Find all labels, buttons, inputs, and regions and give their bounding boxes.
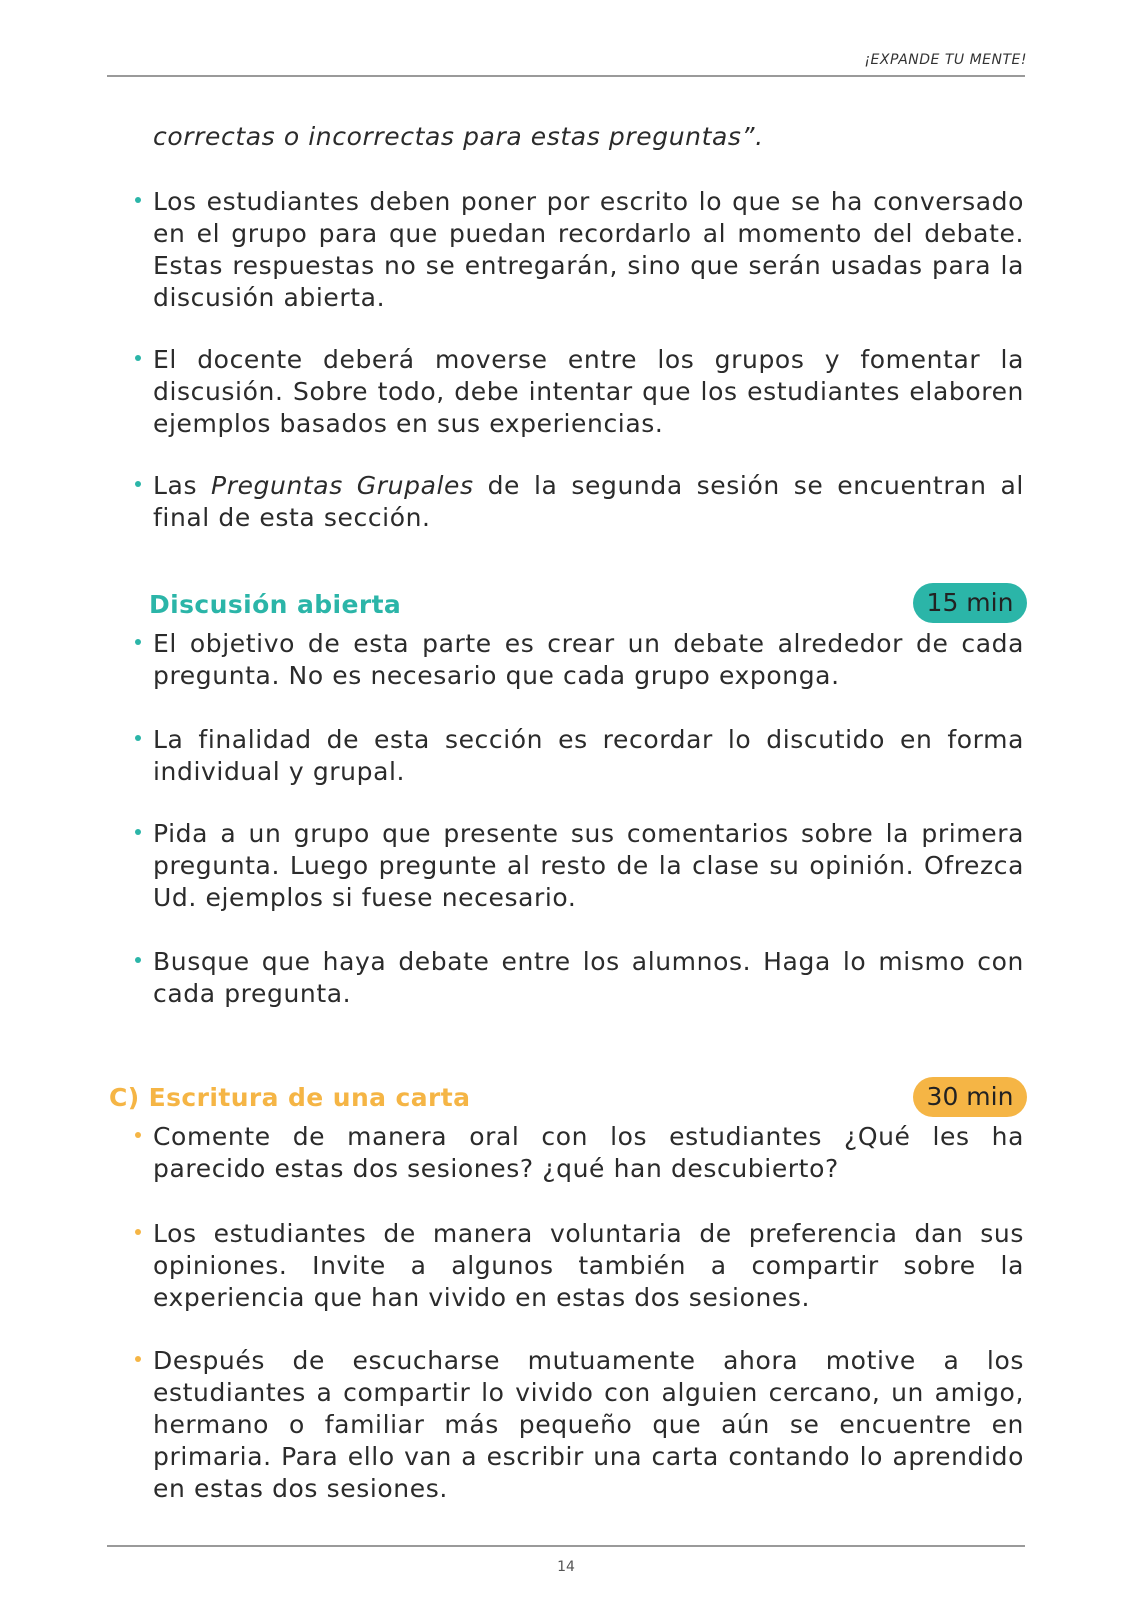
bullet-dot-icon [135, 481, 145, 491]
list-item-text: Las [153, 471, 212, 500]
section-title-discussion: Discusión abierta [149, 590, 402, 619]
footer-rule [107, 1545, 1025, 1547]
running-header: ¡EXPANDE TU MENTE! [864, 52, 1027, 68]
list-item: Los estudiantes deben poner por escrito lo que se ha conversado en el grupo para que puedan recordarlo al momento del debate. Estas respuestas no se entregarán, sino que serán usadas para la discusión abierta. [153, 187, 1024, 312]
list-item: Pida a un grupo que presente sus comentarios sobre la primera pregunta. Luego pregunte al resto de la clase su opinión. Ofrezca Ud. ejemplos si fuese necesario. [153, 819, 1024, 912]
list-item-italic: Preguntas Grupales [211, 471, 474, 500]
list-item: Después de escucharse mutuamente ahora motive a los estudiantes a compartir lo vivido con alguien cercano, un amigo, hermano o familiar más pequeño que aún se encuentre en primaria. Para ello van a escribir una carta contando lo aprendido en estas dos sesiones. [153, 1346, 1024, 1503]
list-item: El docente deberá moverse entre los grupos y fomentar la discusión. Sobre todo, debe intentar que los estudiantes elaboren ejemplos basados en sus experiencias. [153, 345, 1024, 438]
bullet-dot-icon [135, 355, 145, 365]
bullet-dot-icon [135, 639, 145, 649]
page-number: 14 [557, 1559, 575, 1575]
bullet-dot-icon [135, 1356, 145, 1366]
list-item [153, 470, 1024, 534]
bullet-dot-icon [135, 829, 145, 839]
bullet-dot-icon [135, 1132, 145, 1142]
bullet-dot-icon [135, 957, 145, 967]
list-item: Los estudiantes de manera voluntaria de preferencia dan sus opiniones. Invite a algunos también a compartir sobre la experiencia que han vivido en estas dos sesiones. [153, 1219, 1024, 1312]
section-title-letter: C) Escritura de una carta [109, 1083, 471, 1112]
intro-paragraph [153, 121, 1024, 153]
list-item: La finalidad de esta sección es recordar lo discutido en forma individual y grupal. [153, 725, 1024, 786]
list-item-text: de la segunda sesión se encuentran al final de esta sección. [153, 471, 1024, 532]
duration-badge-discussion: 15 min [913, 583, 1027, 623]
bullet-dot-icon [135, 1229, 145, 1239]
header-rule [107, 75, 1025, 77]
bullet-dot-icon [135, 197, 145, 207]
list-item: Comente de manera oral con los estudiantes ¿Qué les ha parecido estas dos sesiones? ¿qué han descubierto? [153, 1122, 1024, 1183]
duration-badge-letter: 30 min [913, 1077, 1027, 1117]
bullet-dot-icon [135, 735, 145, 745]
list-item: El objetivo de esta parte es crear un debate alrededor de cada pregunta. No es necesario que cada grupo exponga. [153, 629, 1024, 690]
intro-text: correctas o incorrectas para estas preguntas”. [153, 122, 764, 151]
list-item: Busque que haya debate entre los alumnos. Haga lo mismo con cada pregunta. [153, 947, 1024, 1008]
